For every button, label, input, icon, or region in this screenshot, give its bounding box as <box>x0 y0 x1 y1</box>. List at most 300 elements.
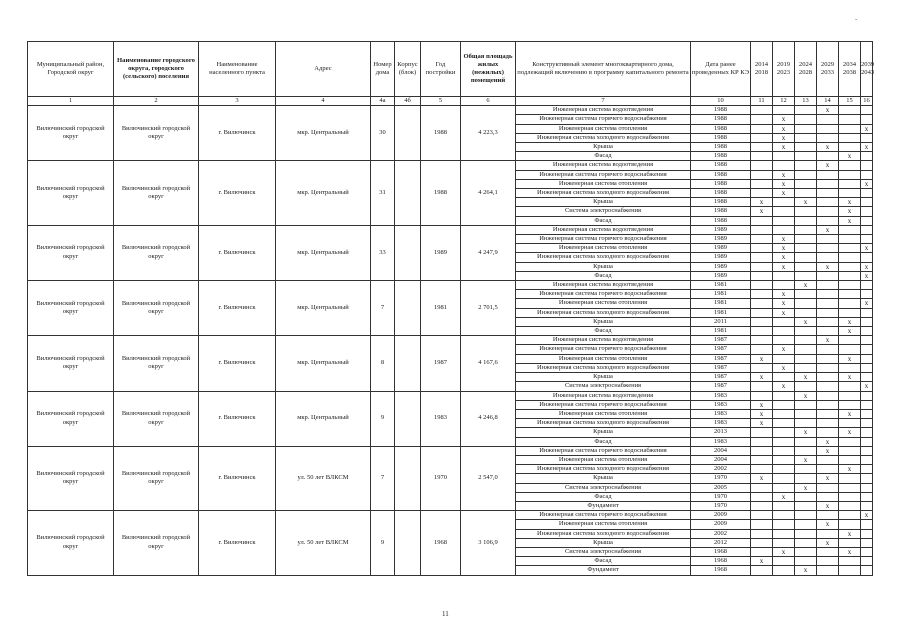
period-mark-cell <box>861 290 873 299</box>
period-mark-cell <box>817 170 839 179</box>
period-mark-cell <box>861 253 873 262</box>
district-cell: Вилючинский городской округ <box>28 511 114 575</box>
locality-cell: г. Вилючинск <box>199 106 276 161</box>
period-mark-cell <box>751 465 773 474</box>
period-mark-cell <box>817 455 839 464</box>
previous-repair-date-cell: 1987 <box>691 336 751 345</box>
period-mark-cell <box>839 235 861 244</box>
previous-repair-date-cell: 2013 <box>691 428 751 437</box>
element-name-cell: Инженерная система водоотведения <box>516 281 691 290</box>
period-mark-cell <box>773 391 795 400</box>
period-mark-cell <box>751 529 773 538</box>
element-name-cell: Фасад <box>516 492 691 501</box>
district-cell: Вилючинский городской округ <box>28 106 114 161</box>
period-mark-cell <box>751 446 773 455</box>
period-mark-cell <box>795 336 817 345</box>
period-mark-cell: x <box>773 235 795 244</box>
period-mark-cell: x <box>773 308 795 317</box>
period-mark-cell <box>839 281 861 290</box>
column-header: Год постройки <box>421 42 461 97</box>
period-mark-cell <box>795 538 817 547</box>
column-number: 11 <box>751 97 773 106</box>
period-mark-cell <box>861 345 873 354</box>
period-mark-cell <box>817 198 839 207</box>
period-mark-cell <box>795 354 817 363</box>
period-mark-cell: x <box>817 501 839 510</box>
period-mark-cell <box>861 336 873 345</box>
period-mark-cell: x <box>839 198 861 207</box>
period-mark-cell <box>861 152 873 161</box>
element-name-cell: Инженерная система водоотведения <box>516 161 691 170</box>
period-mark-cell <box>861 161 873 170</box>
period-mark-cell <box>795 143 817 152</box>
previous-repair-date-cell: 2005 <box>691 483 751 492</box>
block-cell <box>395 161 421 225</box>
period-mark-cell <box>861 235 873 244</box>
period-mark-cell <box>751 308 773 317</box>
period-mark-cell: x <box>795 198 817 207</box>
previous-repair-date-cell: 1989 <box>691 235 751 244</box>
period-mark-cell <box>817 529 839 538</box>
period-mark-cell <box>773 271 795 280</box>
period-mark-cell <box>751 244 773 253</box>
area-cell: 4 247,9 <box>461 225 516 280</box>
period-mark-cell <box>751 437 773 446</box>
period-mark-cell <box>861 207 873 216</box>
period-mark-cell <box>773 501 795 510</box>
period-mark-cell: x <box>839 529 861 538</box>
house-number-cell: 9 <box>371 511 395 575</box>
element-name-cell: Крыша <box>516 317 691 326</box>
previous-repair-date-cell: 2009 <box>691 520 751 529</box>
element-name-cell: Инженерная система отопления <box>516 520 691 529</box>
locality-cell: г. Вилючинск <box>199 511 276 575</box>
period-mark-cell <box>773 483 795 492</box>
period-mark-cell <box>751 501 773 510</box>
build-year-cell: 1989 <box>421 225 461 280</box>
period-mark-cell <box>773 317 795 326</box>
column-number: 4б <box>395 97 421 106</box>
period-mark-cell <box>861 216 873 225</box>
column-header: 2019 2023 <box>773 42 795 97</box>
element-name-cell: Инженерная система водоотведения <box>516 225 691 234</box>
column-number-row <box>28 97 873 106</box>
element-name-cell: Инженерная система горячего водоснабжения <box>516 345 691 354</box>
period-mark-cell <box>817 566 839 575</box>
column-number: 14 <box>817 97 839 106</box>
period-mark-cell <box>861 327 873 336</box>
element-name-cell: Инженерная система холодного водоснабжения <box>516 529 691 538</box>
element-name-cell: Фундамент <box>516 566 691 575</box>
build-year-cell: 1988 <box>421 106 461 161</box>
period-mark-cell <box>861 455 873 464</box>
table-row <box>28 281 873 290</box>
period-mark-cell <box>751 391 773 400</box>
column-header: 2034 2038 <box>839 42 861 97</box>
column-header: 2039 2043 <box>861 42 873 97</box>
address-cell: ул. 50 лет ВЛКСМ <box>276 446 371 510</box>
period-mark-cell <box>751 363 773 372</box>
period-mark-cell <box>751 520 773 529</box>
column-number: 4 <box>276 97 371 106</box>
previous-repair-date-cell: 2004 <box>691 455 751 464</box>
period-mark-cell <box>861 189 873 198</box>
area-cell: 2 701,5 <box>461 281 516 336</box>
period-mark-cell: x <box>817 474 839 483</box>
column-number: 16 <box>861 97 873 106</box>
period-mark-cell <box>795 225 817 234</box>
period-mark-cell: x <box>773 547 795 556</box>
previous-repair-date-cell: 1968 <box>691 557 751 566</box>
period-mark-cell: x <box>839 317 861 326</box>
period-mark-cell <box>795 133 817 142</box>
locality-cell: г. Вилючинск <box>199 161 276 225</box>
area-cell: 2 547,0 <box>461 446 516 510</box>
period-mark-cell <box>817 244 839 253</box>
period-mark-cell <box>795 327 817 336</box>
period-mark-cell: x <box>839 547 861 556</box>
period-mark-cell: x <box>839 152 861 161</box>
period-mark-cell <box>817 253 839 262</box>
period-mark-cell: x <box>773 345 795 354</box>
period-mark-cell <box>817 465 839 474</box>
period-mark-cell <box>751 345 773 354</box>
build-year-cell: 1970 <box>421 446 461 510</box>
column-number: 1 <box>28 97 114 106</box>
block-cell <box>395 511 421 575</box>
locality-cell: г. Вилючинск <box>199 446 276 510</box>
period-mark-cell: x <box>861 262 873 271</box>
locality-cell: г. Вилючинск <box>199 336 276 391</box>
period-mark-cell: x <box>795 373 817 382</box>
period-mark-cell <box>795 179 817 188</box>
period-mark-cell <box>861 409 873 418</box>
period-mark-cell: x <box>773 290 795 299</box>
period-mark-cell: x <box>795 566 817 575</box>
period-mark-cell <box>795 253 817 262</box>
period-mark-cell <box>773 455 795 464</box>
period-mark-cell <box>861 308 873 317</box>
period-mark-cell: x <box>795 281 817 290</box>
period-mark-cell <box>795 492 817 501</box>
period-mark-cell <box>839 446 861 455</box>
period-mark-cell <box>839 492 861 501</box>
locality-cell: г. Вилючинск <box>199 391 276 446</box>
period-mark-cell: x <box>861 382 873 391</box>
element-name-cell: Инженерная система холодного водоснабжения <box>516 253 691 262</box>
period-mark-cell <box>861 419 873 428</box>
period-mark-cell: x <box>861 299 873 308</box>
period-mark-cell <box>861 115 873 124</box>
column-number: 6 <box>461 97 516 106</box>
element-name-cell: Инженерная система водоотведения <box>516 336 691 345</box>
period-mark-cell: x <box>773 115 795 124</box>
period-mark-cell: x <box>773 133 795 142</box>
period-mark-cell: x <box>751 557 773 566</box>
period-mark-cell <box>795 557 817 566</box>
period-mark-cell <box>817 547 839 556</box>
previous-repair-date-cell: 1988 <box>691 170 751 179</box>
element-name-cell: Инженерная система холодного водоснабжения <box>516 189 691 198</box>
period-mark-cell: x <box>861 244 873 253</box>
period-mark-cell <box>751 271 773 280</box>
period-mark-cell <box>795 262 817 271</box>
period-mark-cell <box>817 124 839 133</box>
previous-repair-date-cell: 1987 <box>691 354 751 363</box>
period-mark-cell <box>751 189 773 198</box>
period-mark-cell <box>839 483 861 492</box>
period-mark-cell: x <box>817 520 839 529</box>
period-mark-cell <box>751 133 773 142</box>
period-mark-cell <box>751 161 773 170</box>
period-mark-cell <box>795 520 817 529</box>
address-cell: мкр. Центральный <box>276 225 371 280</box>
element-name-cell: Крыша <box>516 538 691 547</box>
period-mark-cell <box>839 501 861 510</box>
period-mark-cell <box>817 299 839 308</box>
period-mark-cell <box>839 253 861 262</box>
column-header: 2014 2018 <box>751 42 773 97</box>
period-mark-cell: x <box>861 179 873 188</box>
period-mark-cell <box>817 115 839 124</box>
period-mark-cell: x <box>773 179 795 188</box>
table-body <box>28 97 873 576</box>
period-mark-cell <box>839 271 861 280</box>
period-mark-cell <box>861 225 873 234</box>
settlement-cell: Вилючинский городской округ <box>114 511 199 575</box>
period-mark-cell <box>861 557 873 566</box>
column-header: 2024 2028 <box>795 42 817 97</box>
period-mark-cell: x <box>861 124 873 133</box>
period-mark-cell <box>795 382 817 391</box>
block-cell <box>395 391 421 446</box>
element-name-cell: Система электроснабжения <box>516 483 691 492</box>
period-mark-cell <box>817 363 839 372</box>
previous-repair-date-cell: 1988 <box>691 161 751 170</box>
period-mark-cell <box>839 382 861 391</box>
period-mark-cell <box>751 483 773 492</box>
period-mark-cell: x <box>751 373 773 382</box>
period-mark-cell: x <box>751 400 773 409</box>
period-mark-cell <box>795 290 817 299</box>
element-name-cell: Инженерная система горячего водоснабжения <box>516 511 691 520</box>
period-mark-cell: x <box>773 143 795 152</box>
element-name-cell: Фасад <box>516 152 691 161</box>
period-mark-cell <box>795 363 817 372</box>
period-mark-cell <box>795 189 817 198</box>
period-mark-cell <box>795 115 817 124</box>
period-mark-cell <box>839 400 861 409</box>
period-mark-cell: x <box>861 143 873 152</box>
period-mark-cell <box>751 170 773 179</box>
period-mark-cell <box>773 161 795 170</box>
period-mark-cell <box>817 419 839 428</box>
period-mark-cell: x <box>773 299 795 308</box>
period-mark-cell <box>751 179 773 188</box>
table-row <box>28 225 873 234</box>
period-mark-cell <box>861 474 873 483</box>
period-mark-cell <box>839 363 861 372</box>
period-mark-cell: x <box>817 161 839 170</box>
period-mark-cell <box>817 179 839 188</box>
period-mark-cell <box>751 538 773 547</box>
period-mark-cell <box>795 161 817 170</box>
period-mark-cell <box>839 437 861 446</box>
settlement-cell: Вилючинский городской округ <box>114 225 199 280</box>
previous-repair-date-cell: 1989 <box>691 262 751 271</box>
period-mark-cell <box>861 483 873 492</box>
area-cell: 4 264,1 <box>461 161 516 225</box>
previous-repair-date-cell: 1988 <box>691 216 751 225</box>
column-number: 12 <box>773 97 795 106</box>
period-mark-cell <box>795 529 817 538</box>
period-mark-cell <box>773 281 795 290</box>
block-cell <box>395 281 421 336</box>
period-mark-cell <box>795 235 817 244</box>
district-cell: Вилючинский городской округ <box>28 161 114 225</box>
period-mark-cell <box>751 253 773 262</box>
period-mark-cell: x <box>839 216 861 225</box>
period-mark-cell <box>773 400 795 409</box>
period-mark-cell: x <box>839 465 861 474</box>
period-mark-cell <box>751 455 773 464</box>
period-mark-cell <box>751 299 773 308</box>
period-mark-cell <box>839 179 861 188</box>
element-name-cell: Инженерная система горячего водоснабжения <box>516 446 691 455</box>
previous-repair-date-cell: 2009 <box>691 511 751 520</box>
period-mark-cell <box>773 538 795 547</box>
period-mark-cell <box>817 400 839 409</box>
element-name-cell: Система электроснабжения <box>516 547 691 556</box>
period-mark-cell: x <box>861 271 873 280</box>
element-name-cell: Система электроснабжения <box>516 382 691 391</box>
period-mark-cell <box>861 492 873 501</box>
period-mark-cell <box>839 299 861 308</box>
period-mark-cell <box>773 437 795 446</box>
column-number: 3 <box>199 97 276 106</box>
period-mark-cell <box>817 317 839 326</box>
period-mark-cell <box>773 207 795 216</box>
period-mark-cell <box>839 225 861 234</box>
period-mark-cell <box>751 317 773 326</box>
settlement-cell: Вилючинский городской округ <box>114 391 199 446</box>
period-mark-cell <box>861 354 873 363</box>
address-cell: мкр. Центральный <box>276 106 371 161</box>
house-number-cell: 9 <box>371 391 395 446</box>
element-name-cell: Крыша <box>516 143 691 152</box>
element-name-cell: Инженерная система горячего водоснабжения <box>516 400 691 409</box>
element-name-cell: Инженерная система горячего водоснабжения <box>516 290 691 299</box>
element-name-cell: Фундамент <box>516 501 691 510</box>
period-mark-cell: x <box>817 437 839 446</box>
period-mark-cell <box>839 391 861 400</box>
settlement-cell: Вилючинский городской округ <box>114 336 199 391</box>
previous-repair-date-cell: 1987 <box>691 345 751 354</box>
period-mark-cell: x <box>773 189 795 198</box>
period-mark-cell <box>773 419 795 428</box>
element-name-cell: Инженерная система отопления <box>516 409 691 418</box>
period-mark-cell <box>817 235 839 244</box>
column-header: Конструктивный элемент многоквартирного дома, подлежащий включению в программу капитального ремонта <box>516 42 691 97</box>
header-row <box>28 42 873 97</box>
settlement-cell: Вилючинский городской округ <box>114 106 199 161</box>
previous-repair-date-cell: 1989 <box>691 253 751 262</box>
column-number: 10 <box>691 97 751 106</box>
element-name-cell: Инженерная система отопления <box>516 244 691 253</box>
period-mark-cell: x <box>817 106 839 115</box>
period-mark-cell <box>751 336 773 345</box>
period-mark-cell: x <box>773 244 795 253</box>
period-mark-cell <box>861 198 873 207</box>
period-mark-cell: x <box>817 336 839 345</box>
period-mark-cell: x <box>751 409 773 418</box>
column-header: Общая площадь жилых (нежилых) помещений <box>461 42 516 97</box>
element-name-cell: Инженерная система горячего водоснабжения <box>516 235 691 244</box>
period-mark-cell <box>751 115 773 124</box>
period-mark-cell <box>861 501 873 510</box>
address-cell: мкр. Центральный <box>276 161 371 225</box>
element-name-cell: Фасад <box>516 271 691 280</box>
period-mark-cell <box>839 115 861 124</box>
period-mark-cell <box>751 492 773 501</box>
period-mark-cell <box>773 327 795 336</box>
previous-repair-date-cell: 1988 <box>691 152 751 161</box>
column-header: Корпус (блок) <box>395 42 421 97</box>
element-name-cell: Фасад <box>516 327 691 336</box>
period-mark-cell <box>839 189 861 198</box>
period-mark-cell <box>795 547 817 556</box>
period-mark-cell <box>861 520 873 529</box>
top-corner-mark: - <box>855 15 858 23</box>
period-mark-cell <box>861 465 873 474</box>
period-mark-cell <box>795 124 817 133</box>
period-mark-cell <box>839 474 861 483</box>
previous-repair-date-cell: 1970 <box>691 474 751 483</box>
element-name-cell: Крыша <box>516 428 691 437</box>
block-cell <box>395 106 421 161</box>
period-mark-cell <box>817 492 839 501</box>
period-mark-cell <box>751 511 773 520</box>
district-cell: Вилючинский городской округ <box>28 225 114 280</box>
period-mark-cell <box>839 106 861 115</box>
period-mark-cell <box>861 437 873 446</box>
period-mark-cell <box>751 281 773 290</box>
period-mark-cell: x <box>795 317 817 326</box>
settlement-cell: Вилючинский городской округ <box>114 281 199 336</box>
previous-repair-date-cell: 1981 <box>691 299 751 308</box>
column-header: Наименование городского округа, городского (сельского) поселения <box>114 42 199 97</box>
period-mark-cell <box>861 538 873 547</box>
previous-repair-date-cell: 1987 <box>691 363 751 372</box>
previous-repair-date-cell: 1981 <box>691 290 751 299</box>
period-mark-cell <box>773 520 795 529</box>
period-mark-cell <box>817 483 839 492</box>
column-number: 4а <box>371 97 395 106</box>
period-mark-cell <box>839 133 861 142</box>
period-mark-cell <box>773 511 795 520</box>
period-mark-cell <box>795 299 817 308</box>
period-mark-cell: x <box>751 474 773 483</box>
period-mark-cell <box>773 446 795 455</box>
previous-repair-date-cell: 1970 <box>691 492 751 501</box>
previous-repair-date-cell: 2004 <box>691 446 751 455</box>
period-mark-cell <box>817 428 839 437</box>
locality-cell: г. Вилючинск <box>199 281 276 336</box>
period-mark-cell <box>861 106 873 115</box>
column-header: 2029 2033 <box>817 42 839 97</box>
period-mark-cell <box>751 382 773 391</box>
house-number-cell: 7 <box>371 446 395 510</box>
